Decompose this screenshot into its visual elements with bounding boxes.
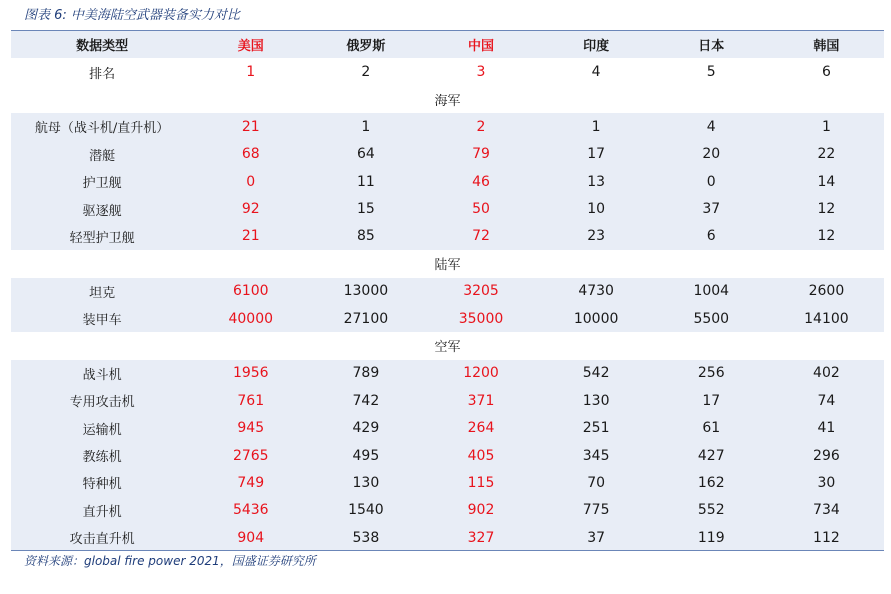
table-cell: 742	[308, 387, 423, 414]
bottom-rule	[11, 550, 884, 551]
table-cell: 64	[308, 141, 423, 168]
table-cell: 50	[423, 195, 538, 222]
table-cell: 1	[769, 113, 884, 140]
table-row	[11, 387, 884, 414]
rank-row	[11, 58, 884, 85]
table-cell: 23	[539, 223, 654, 250]
table-row	[11, 223, 884, 250]
army-rows	[11, 278, 884, 333]
table-cell: 6	[821, 64, 831, 81]
table-cell: 1956	[193, 360, 308, 387]
table-cell: 1540	[308, 497, 423, 524]
row-label: 直升机	[11, 497, 193, 524]
table-cell: 119	[654, 524, 769, 551]
table-cell: 10	[539, 195, 654, 222]
table-cell: 13000	[308, 278, 423, 305]
table-cell: 251	[539, 414, 654, 441]
table-cell: 761	[193, 387, 308, 414]
table-cell: 345	[539, 442, 654, 469]
table-row	[11, 278, 884, 305]
table-row	[11, 497, 884, 524]
row-label: 攻击直升机	[11, 524, 193, 551]
table-cell: 6100	[193, 278, 308, 305]
section-title: 空军	[434, 340, 461, 356]
table-cell: 2	[423, 113, 538, 140]
row-label: 装甲车	[11, 305, 193, 332]
table-cell: 4	[591, 64, 601, 81]
table-cell: 74	[769, 387, 884, 414]
table-cell: 61	[654, 414, 769, 441]
table-cell: 1	[308, 113, 423, 140]
table-cell: 22	[769, 141, 884, 168]
table-cell: 11	[308, 168, 423, 195]
header-cell: 美国	[193, 31, 308, 58]
table-cell: 5500	[654, 305, 769, 332]
table-cell: 15	[308, 195, 423, 222]
table-cell: 12	[769, 223, 884, 250]
table-cell: 552	[654, 497, 769, 524]
table-row	[11, 305, 884, 332]
table-cell: 35000	[423, 305, 538, 332]
row-label: 战斗机	[11, 360, 193, 387]
row-label: 教练机	[11, 442, 193, 469]
table-cell: 945	[193, 414, 308, 441]
table-cell: 429	[308, 414, 423, 441]
table-cell: 2600	[769, 278, 884, 305]
table-cell: 1004	[654, 278, 769, 305]
equipment-comparison-table	[11, 31, 884, 551]
table-cell: 902	[423, 497, 538, 524]
table-row	[11, 168, 884, 195]
header-row	[11, 31, 884, 58]
table-cell: 2765	[193, 442, 308, 469]
section-row-army	[11, 250, 884, 277]
table-cell: 20	[654, 141, 769, 168]
row-label: 轻型护卫舰	[11, 223, 193, 250]
table-cell: 79	[423, 141, 538, 168]
table-cell: 296	[769, 442, 884, 469]
header-cell: 日本	[654, 31, 769, 58]
table-cell: 72	[423, 223, 538, 250]
table-cell: 327	[423, 524, 538, 551]
table-cell: 92	[193, 195, 308, 222]
table-row	[11, 113, 884, 140]
table-row	[11, 360, 884, 387]
header-cell: 印度	[539, 31, 654, 58]
table-cell: 405	[423, 442, 538, 469]
table-cell: 427	[654, 442, 769, 469]
table-cell: 130	[308, 469, 423, 496]
table-cell: 5	[706, 64, 716, 81]
row-label: 护卫舰	[11, 168, 193, 195]
table-cell: 21	[193, 113, 308, 140]
table-row	[11, 469, 884, 496]
row-label: 航母（战斗机/直升机）	[11, 113, 193, 140]
source-note: 资料来源：global fire power 2021，国盛证券研究所	[24, 554, 316, 568]
table-cell: 0	[193, 168, 308, 195]
table-cell: 70	[539, 469, 654, 496]
table-cell: 17	[654, 387, 769, 414]
table-cell: 130	[539, 387, 654, 414]
table-row	[11, 141, 884, 168]
section-title: 海军	[434, 93, 461, 109]
section-title: 陆军	[434, 258, 461, 274]
table-cell: 256	[654, 360, 769, 387]
table-cell: 13	[539, 168, 654, 195]
table-cell: 6	[654, 223, 769, 250]
table-cell: 264	[423, 414, 538, 441]
row-label: 坦克	[11, 278, 193, 305]
table-cell: 37	[654, 195, 769, 222]
section-row-air	[11, 332, 884, 359]
table-cell: 1	[539, 113, 654, 140]
table-cell: 371	[423, 387, 538, 414]
table-cell: 21	[193, 223, 308, 250]
table-cell: 85	[308, 223, 423, 250]
table-row	[11, 195, 884, 222]
table-cell: 68	[193, 141, 308, 168]
header-cell: 数据类型	[11, 31, 193, 58]
row-label: 驱逐舰	[11, 195, 193, 222]
row-label: 排名	[89, 66, 116, 82]
figure-caption: 图表 6: 中美海陆空武器装备实力对比	[24, 8, 240, 23]
table-cell: 2	[361, 64, 371, 81]
table-cell: 542	[539, 360, 654, 387]
table-cell: 775	[539, 497, 654, 524]
table-row	[11, 442, 884, 469]
header-cell: 中国	[423, 31, 538, 58]
table-cell: 40000	[193, 305, 308, 332]
table-cell: 904	[193, 524, 308, 551]
table-cell: 495	[308, 442, 423, 469]
header-cell: 韩国	[769, 31, 884, 58]
table-cell: 112	[769, 524, 884, 551]
table-cell: 5436	[193, 497, 308, 524]
table-cell: 538	[308, 524, 423, 551]
table-cell: 0	[654, 168, 769, 195]
table-cell: 749	[193, 469, 308, 496]
header-cell: 俄罗斯	[308, 31, 423, 58]
table-cell: 3205	[423, 278, 538, 305]
table-cell: 1	[246, 64, 256, 81]
table-cell: 14	[769, 168, 884, 195]
table-cell: 4	[654, 113, 769, 140]
table-cell: 734	[769, 497, 884, 524]
table-row	[11, 524, 884, 551]
table-cell: 30	[769, 469, 884, 496]
table-cell: 46	[423, 168, 538, 195]
row-label: 潜艇	[11, 141, 193, 168]
table-cell: 4730	[539, 278, 654, 305]
table-cell: 37	[539, 524, 654, 551]
table-cell: 115	[423, 469, 538, 496]
table-cell: 162	[654, 469, 769, 496]
section-row-navy	[11, 86, 884, 113]
table-cell: 3	[476, 64, 486, 81]
table-cell: 10000	[539, 305, 654, 332]
table-cell: 17	[539, 141, 654, 168]
table-cell: 1200	[423, 360, 538, 387]
air-rows	[11, 360, 884, 552]
table-cell: 27100	[308, 305, 423, 332]
table-row	[11, 414, 884, 441]
table-cell: 12	[769, 195, 884, 222]
table-cell: 41	[769, 414, 884, 441]
table-cell: 14100	[769, 305, 884, 332]
row-label: 运输机	[11, 414, 193, 441]
table-cell: 402	[769, 360, 884, 387]
navy-rows	[11, 113, 884, 250]
table-cell: 789	[308, 360, 423, 387]
row-label: 特种机	[11, 469, 193, 496]
row-label: 专用攻击机	[11, 387, 193, 414]
